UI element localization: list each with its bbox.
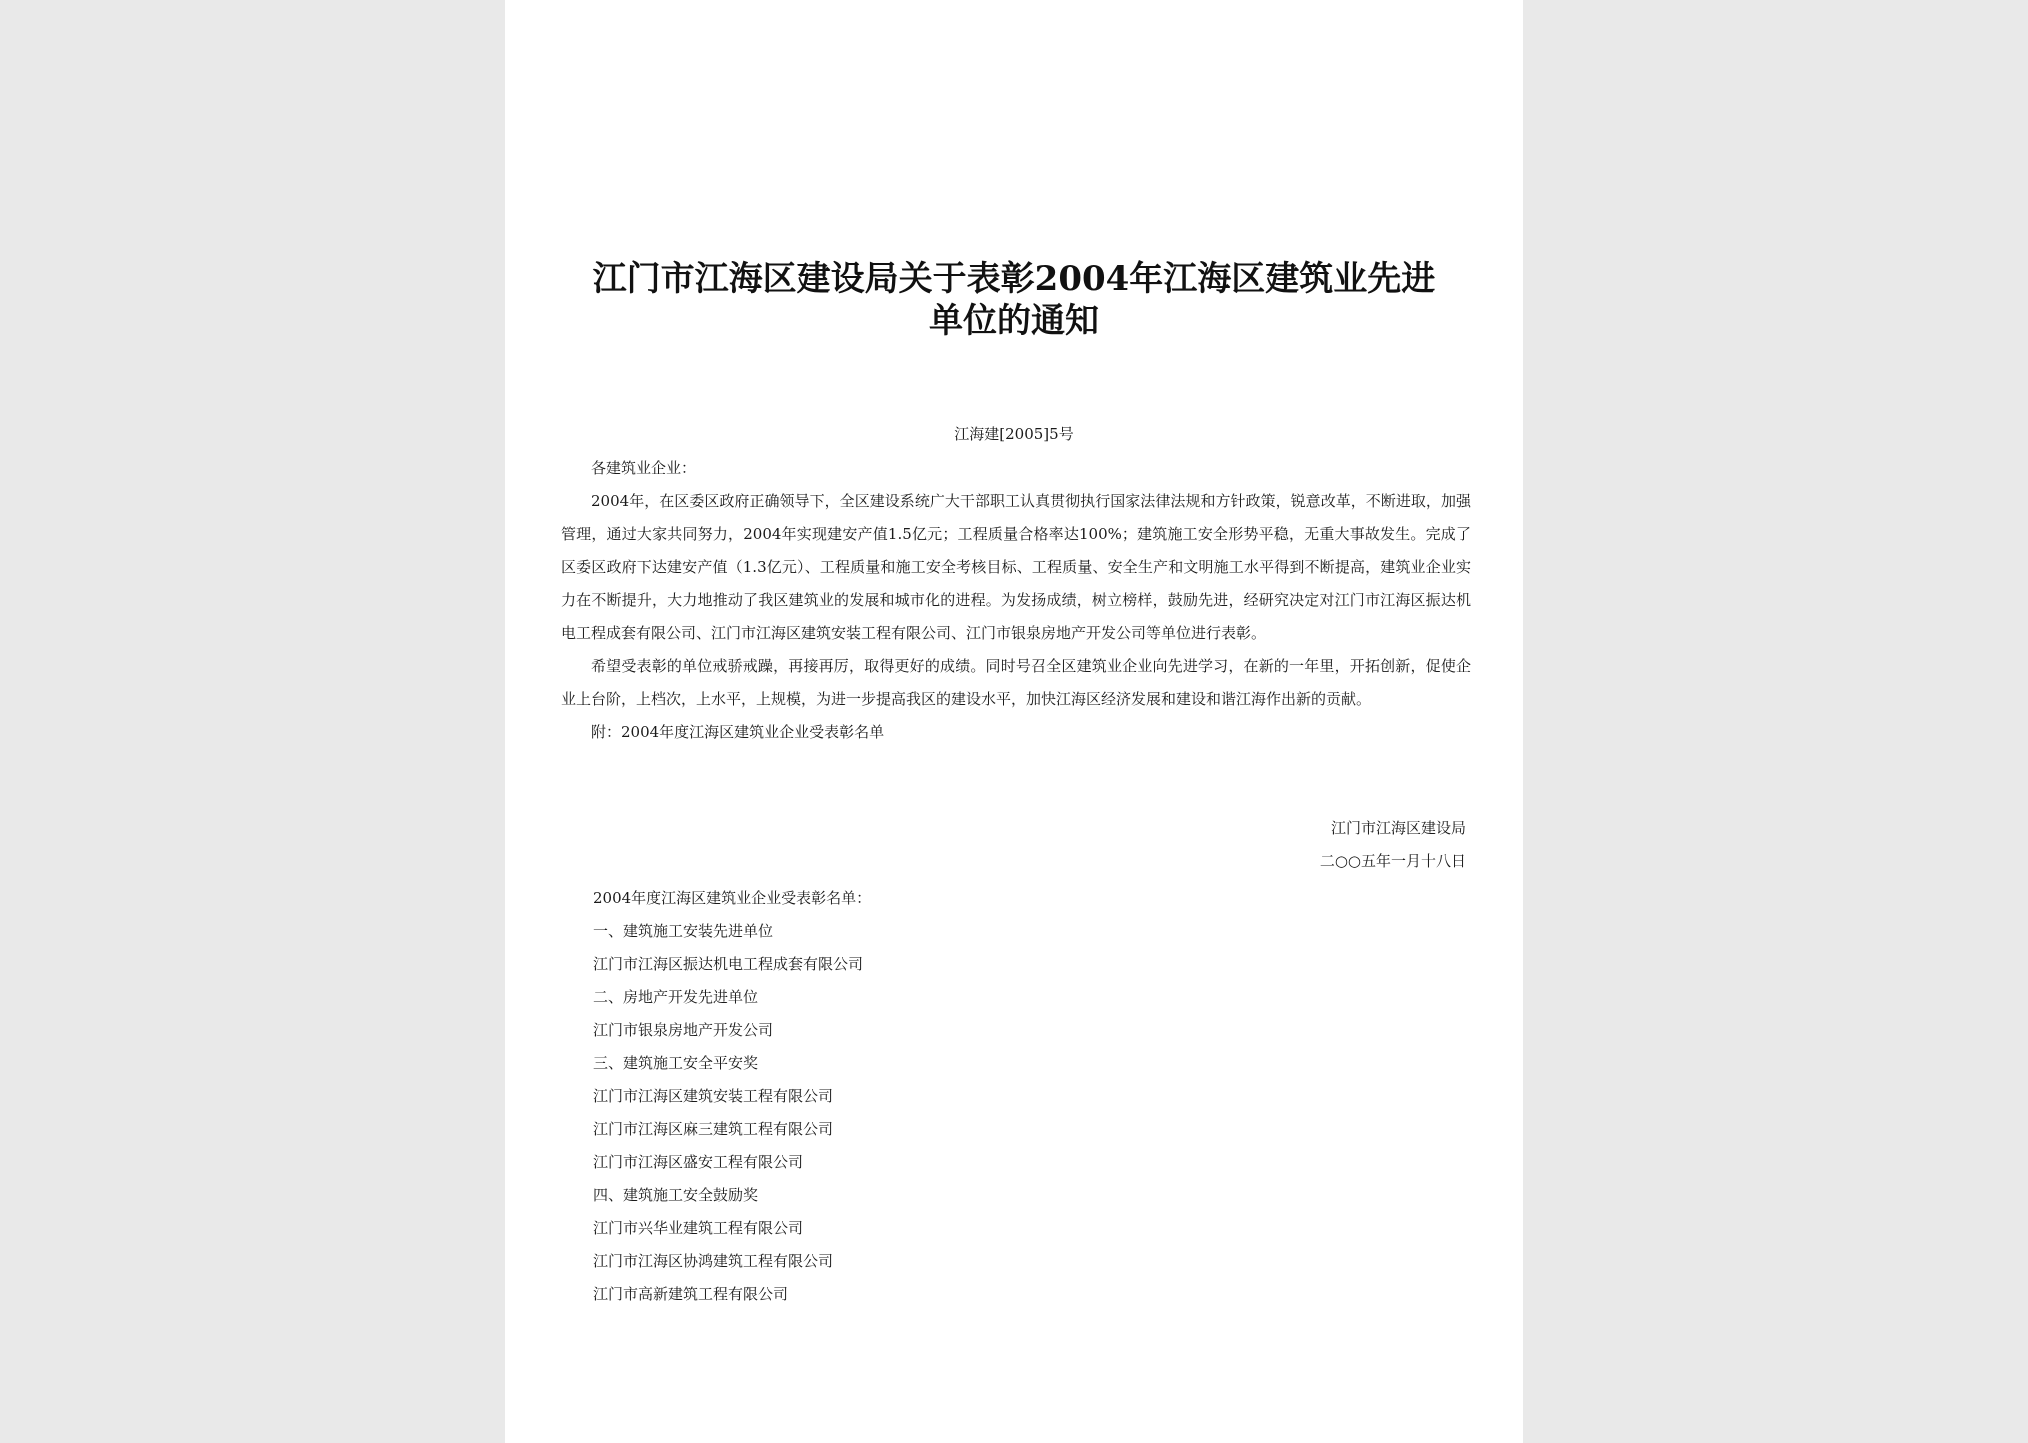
list-item: 江门市江海区建筑安装工程有限公司 — [593, 1087, 834, 1105]
list-item: 江门市银泉房地产开发公司 — [593, 1021, 774, 1039]
list-item: 江门市江海区协鸿建筑工程有限公司 — [593, 1252, 834, 1270]
list-item: 江门市兴华业建筑工程有限公司 — [593, 1219, 804, 1237]
document-number: 江海建[2005]5号 — [954, 425, 1074, 443]
body-paragraph: 2004年，在区委区政府正确领导下，全区建设系统广大干部职工认真贯彻执行国家法律法规和方针政策，锐意改革，不断进取，加强管理，通过大家共同努力，2004年实现建安产值1.5亿元；工程质量合格率达100%；建筑施工安全形势平稳，无重大事故发生。完成了区委区政府下达建安产值（1.3亿元）、工程质量和施工安全考核目标、工程质量、安全生产和文明施工水平得到不断提高，建筑业企业实力在不断提升，大力地推动了我区建筑业的发展和城市化的进程。为发扬成绩，树立榜样，鼓励先进，经研究决定对江门市江海区振达机电工程成套有限公司、江门市江海区建筑安装工程有限公司、江门市银泉房地产开发公司等单位进行表彰。 — [561, 492, 1471, 642]
list-item: 三、建筑施工安全平安奖 — [593, 1054, 759, 1072]
salutation: 各建筑业企业： — [591, 459, 697, 477]
list-item: 江门市高新建筑工程有限公司 — [593, 1285, 789, 1303]
attachment-note: 附：2004年度江海区建筑业企业受表彰名单 — [591, 723, 885, 741]
list-item: 四、建筑施工安全鼓励奖 — [593, 1186, 759, 1204]
list-item: 江门市江海区麻三建筑工程有限公司 — [593, 1120, 834, 1138]
document-title: 江门市江海区建设局关于表彰2004年江海区建筑业先进单位的通知 — [592, 259, 1436, 341]
signature-date: 二○○五年一月十八日 — [1319, 852, 1466, 870]
award-list — [593, 882, 1293, 1311]
list-item: 江门市江海区振达机电工程成套有限公司 — [593, 955, 864, 973]
list-item: 2004年度江海区建筑业企业受表彰名单： — [593, 889, 872, 907]
list-item: 二、房地产开发先进单位 — [593, 988, 759, 1006]
document-body — [561, 452, 1471, 749]
list-item: 一、建筑施工安装先进单位 — [593, 922, 774, 940]
document-page — [505, 0, 1523, 1443]
body-paragraph: 希望受表彰的单位戒骄戒躁，再接再厉，取得更好的成绩。同时号召全区建筑业企业向先进学习，在新的一年里，开拓创新，促使企业上台阶，上档次，上水平，上规模，为进一步提高我区的建设水平，加快江海区经济发展和建设和谐江海作出新的贡献。 — [561, 657, 1471, 708]
signature-organization: 江门市江海区建设局 — [1330, 819, 1466, 837]
list-item: 江门市江海区盛安工程有限公司 — [593, 1153, 804, 1171]
